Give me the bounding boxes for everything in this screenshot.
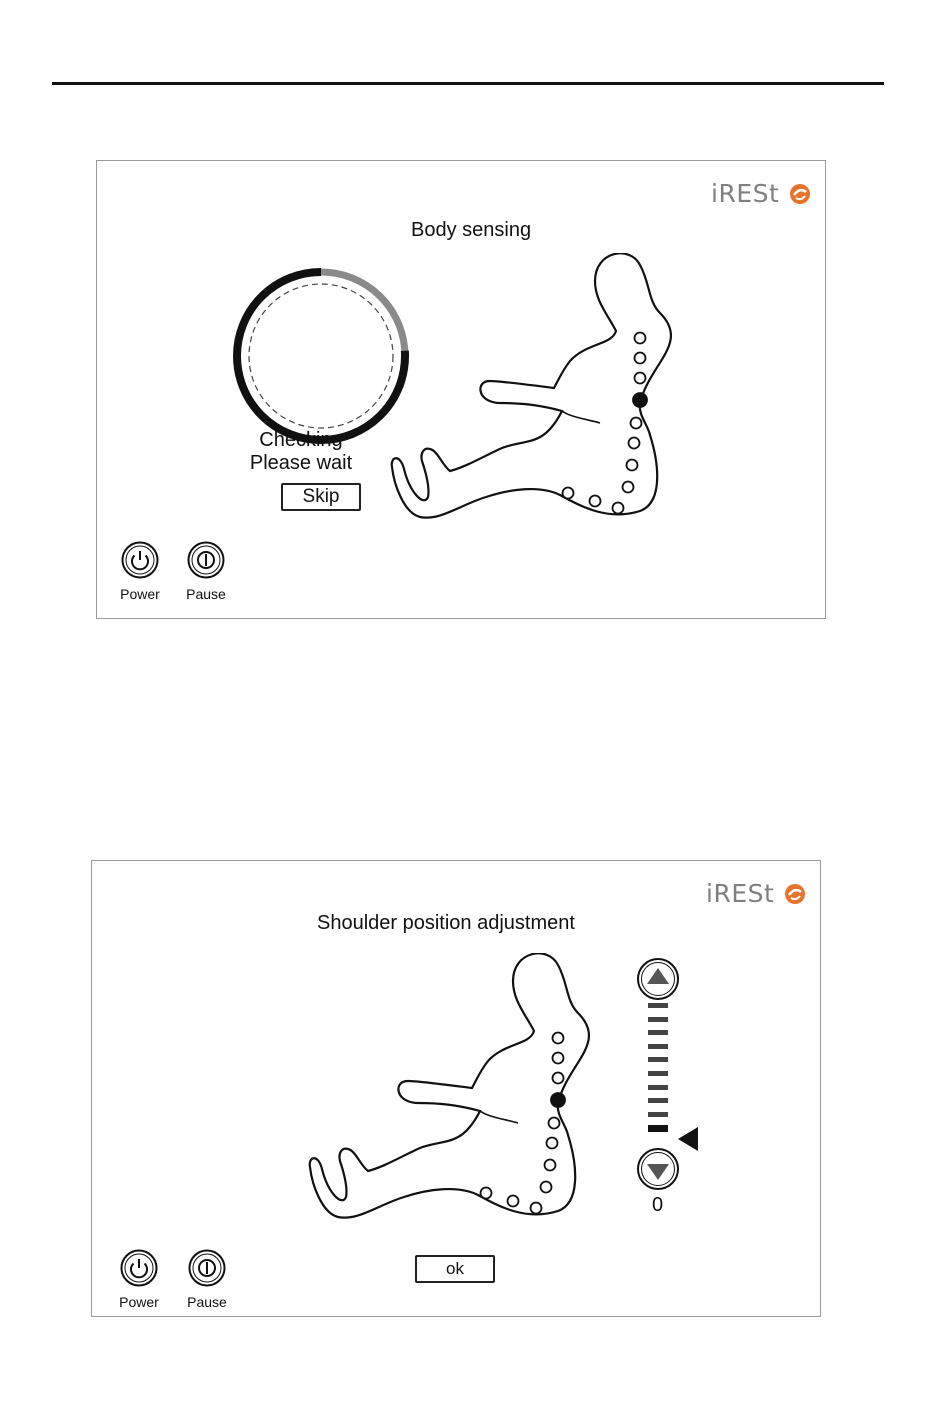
irest-logo-icon bbox=[784, 883, 806, 905]
down-arrow-icon[interactable] bbox=[636, 1147, 680, 1191]
sensor-point bbox=[623, 482, 634, 493]
pause-control[interactable] bbox=[176, 541, 236, 602]
power-control[interactable] bbox=[109, 1249, 169, 1310]
level-bar bbox=[648, 1098, 668, 1103]
power-icon[interactable] bbox=[120, 1249, 158, 1287]
logo-text: iRESt bbox=[711, 179, 780, 208]
level-bar bbox=[648, 1017, 668, 1022]
sensor-point bbox=[549, 1118, 560, 1129]
sensor-point bbox=[613, 503, 624, 514]
body-figure-1 bbox=[390, 253, 680, 533]
sensor-point bbox=[590, 496, 601, 507]
level-bar bbox=[648, 1030, 668, 1035]
pause-label: Pause bbox=[186, 586, 226, 602]
level-bar bbox=[648, 1044, 668, 1049]
status-line-1: Checking bbox=[259, 429, 343, 451]
active-sensor-point bbox=[551, 1093, 565, 1107]
level-pointer-icon bbox=[678, 1127, 698, 1151]
pause-control[interactable] bbox=[177, 1249, 237, 1310]
level-bar bbox=[648, 1112, 668, 1117]
ok-button[interactable]: ok bbox=[415, 1255, 495, 1283]
level-bar bbox=[648, 1057, 668, 1062]
logo-text: iRESt bbox=[706, 879, 775, 908]
sensor-point bbox=[531, 1203, 542, 1214]
sensor-point bbox=[547, 1138, 558, 1149]
irest-logo-icon bbox=[789, 183, 811, 205]
status-text bbox=[217, 429, 385, 475]
status-line-2: Please wait bbox=[249, 452, 353, 474]
active-sensor-point bbox=[633, 393, 647, 407]
up-arrow-icon[interactable] bbox=[636, 957, 680, 1001]
skip-button[interactable]: Skip bbox=[281, 483, 361, 511]
sensor-point bbox=[563, 488, 574, 499]
sensor-point bbox=[635, 373, 646, 384]
shoulder-adjustment-screen bbox=[91, 860, 821, 1317]
pause-label: Pause bbox=[187, 1294, 227, 1310]
sensor-point bbox=[545, 1160, 556, 1171]
sensor-point bbox=[508, 1196, 519, 1207]
power-label: Power bbox=[119, 1294, 159, 1310]
page-title: Shoulder position adjustment bbox=[317, 912, 575, 934]
body-sensing-screen bbox=[96, 160, 826, 619]
sensor-point bbox=[541, 1182, 552, 1193]
pause-icon[interactable] bbox=[187, 541, 225, 579]
sensor-point bbox=[553, 1053, 564, 1064]
checking-progress-ring bbox=[230, 265, 412, 447]
sensor-point bbox=[635, 333, 646, 344]
power-label: Power bbox=[120, 586, 160, 602]
level-bar bbox=[648, 1125, 668, 1132]
sensor-point bbox=[481, 1188, 492, 1199]
header-rule bbox=[52, 82, 884, 85]
pause-icon[interactable] bbox=[188, 1249, 226, 1287]
page-title: Body sensing bbox=[411, 219, 532, 241]
power-control[interactable] bbox=[110, 541, 170, 602]
sensor-point bbox=[553, 1073, 564, 1084]
body-figure-2 bbox=[308, 953, 598, 1233]
sensor-point bbox=[631, 418, 642, 429]
power-icon[interactable] bbox=[121, 541, 159, 579]
irest-logo bbox=[706, 879, 806, 909]
level-bar bbox=[648, 1071, 668, 1076]
level-bar-stack bbox=[648, 1003, 668, 1143]
sensor-point bbox=[635, 353, 646, 364]
level-bar bbox=[648, 1085, 668, 1090]
sensor-point bbox=[627, 460, 638, 471]
level-bar bbox=[648, 1003, 668, 1008]
irest-logo bbox=[711, 179, 811, 209]
level-value: 0 bbox=[652, 1194, 664, 1216]
sensor-point bbox=[629, 438, 640, 449]
sensor-point bbox=[553, 1033, 564, 1044]
